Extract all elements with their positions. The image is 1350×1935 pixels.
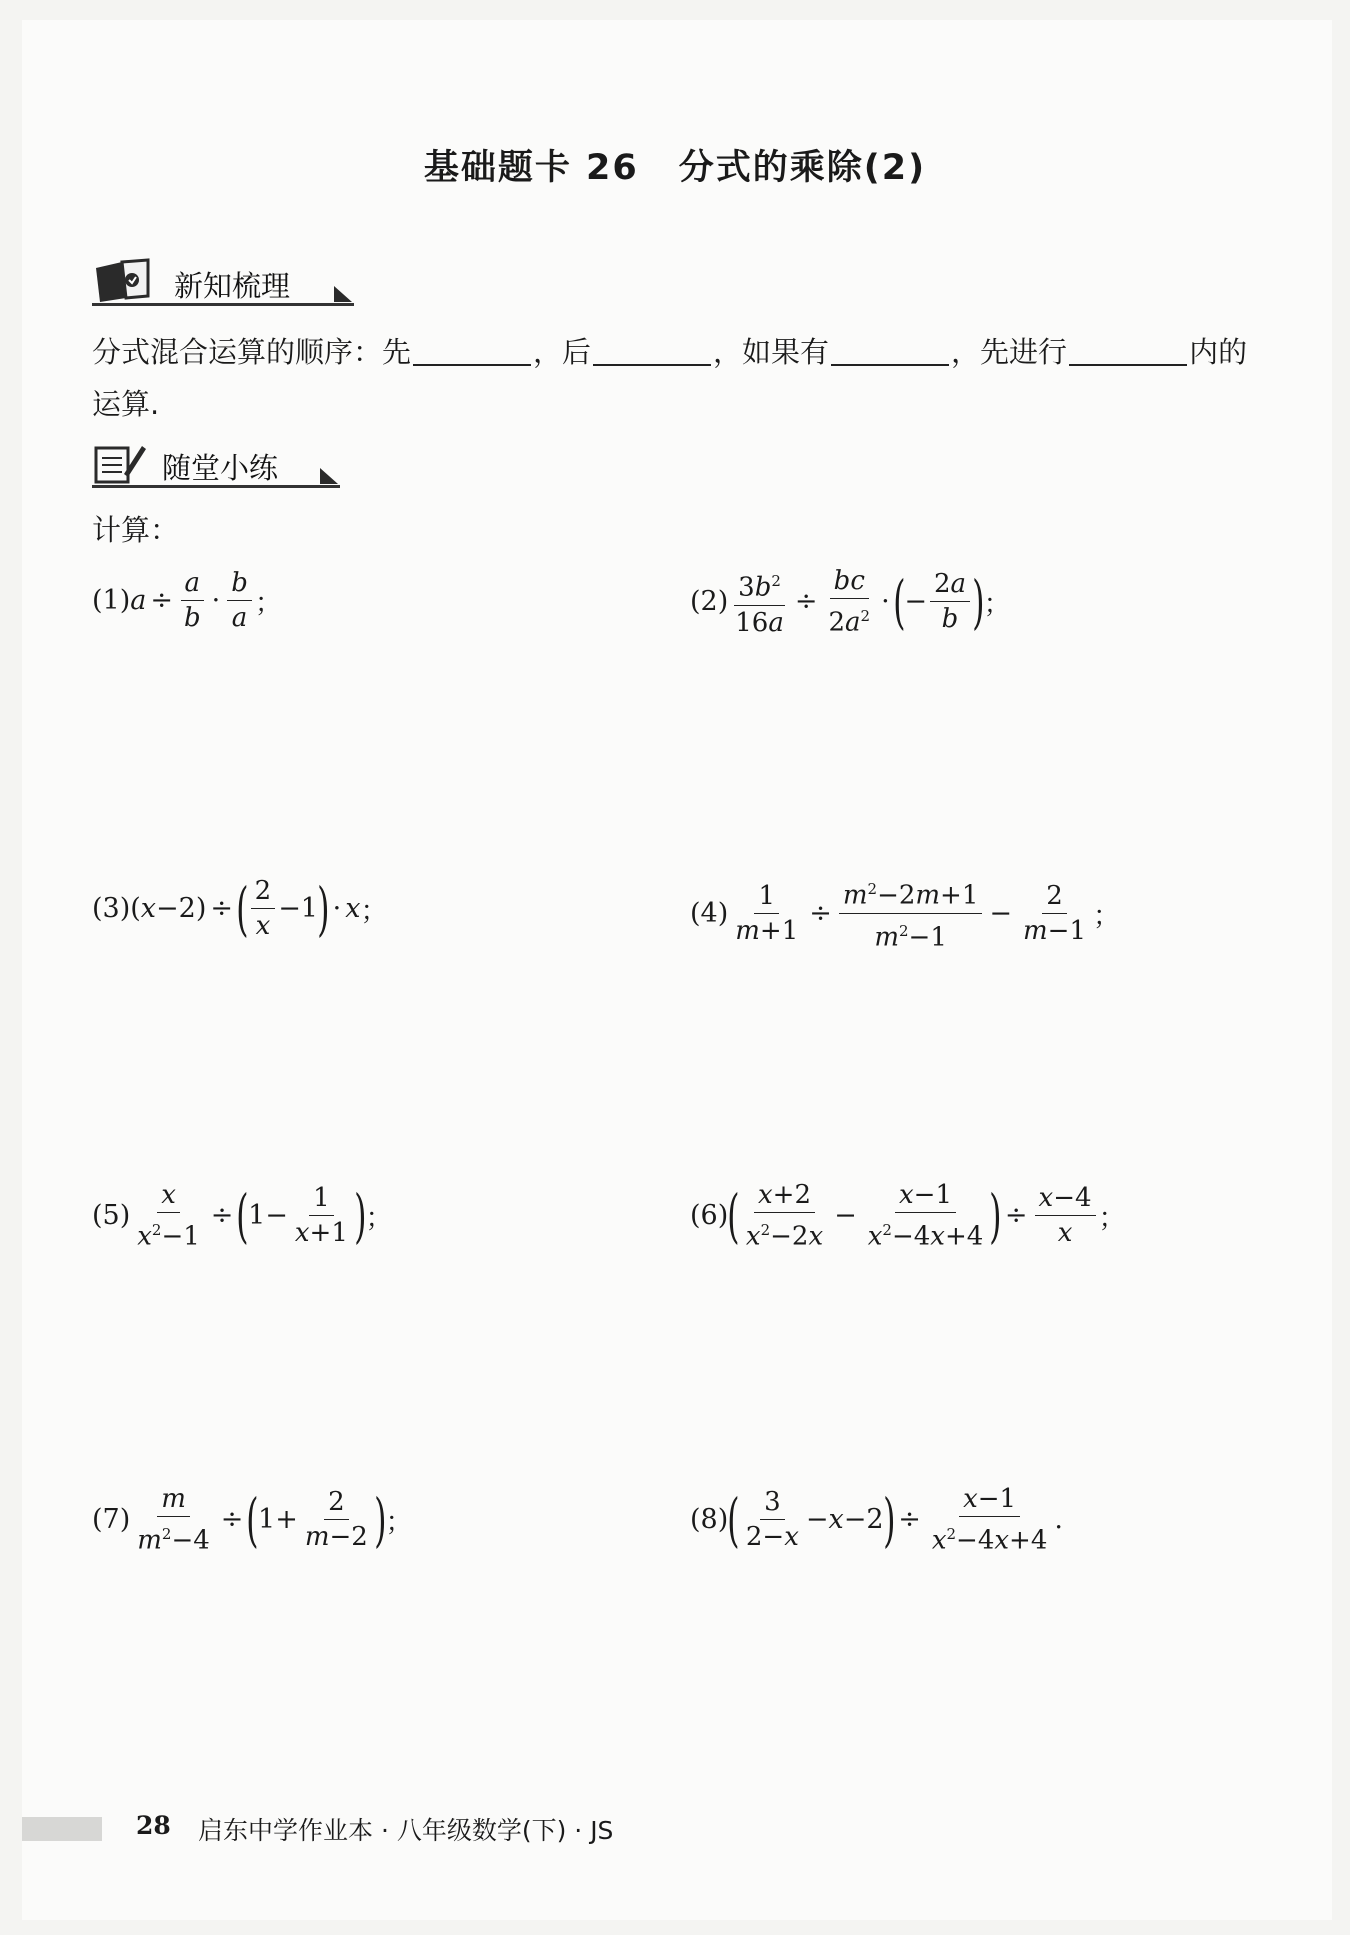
problem-number: (2) xyxy=(690,586,729,618)
problem-number: (1) xyxy=(92,585,131,616)
text-segment: ，先进行 xyxy=(951,335,1068,369)
title-topic: 分式的乘除(2) xyxy=(678,148,927,188)
fill-blank-4[interactable] xyxy=(1069,334,1187,366)
problem-4: (4) $\frac{1}{m+1}$ ÷ $\frac{m^2-2m+1}{m^2-1}$ − $\frac{2}{m-1}$ ； xyxy=(690,874,1120,952)
section-header-practice xyxy=(92,440,342,490)
problem-1: (1) a ÷ $\frac{a}{b}$ · $\frac{b}{a}$ ； xyxy=(92,568,282,633)
problem-6: (6) ( $\frac{x+2}{x^2-2x}$ − $\frac{x-1}{x^2-4x+4}$ ) ÷ $\frac{x-4}{x}$ ； xyxy=(690,1180,1126,1252)
knowledge-paragraph xyxy=(92,326,1272,430)
problem-7: (7) $\frac{m}{m^2-4}$ ÷ ( 1+ $\frac{2}{m-2}$ ) ； xyxy=(92,1484,413,1556)
fill-blank-1[interactable] xyxy=(413,334,531,366)
text-segment: ，如果有 xyxy=(713,335,830,369)
section-label: 随堂小练 xyxy=(162,451,279,485)
section-underline xyxy=(92,303,354,306)
notepad-pencil-icon xyxy=(92,440,148,486)
book-icon xyxy=(92,258,154,304)
page-title xyxy=(0,140,1350,190)
problem-8: (8) ( $\frac{3}{2-x}$ −x−2 ) ÷ $\frac{x-1}{x^2-4x+4}$ . xyxy=(690,1484,1063,1556)
page-footer xyxy=(0,1807,1350,1847)
fill-blank-2[interactable] xyxy=(593,334,711,366)
title-card-number: 基础题卡 26 xyxy=(423,148,639,188)
problem-number: (4) xyxy=(690,897,729,929)
book-title: 启东中学作业本 · 八年级数学(下) · JS xyxy=(198,1816,614,1845)
problem-number: (8) xyxy=(690,1504,729,1536)
problem-5: (5) $\frac{x}{x^2-1}$ ÷ ( 1− $\frac{1}{x+1}$ ) ； xyxy=(92,1180,393,1252)
problem-2: (2) $\frac{3b^2}{16a}$ ÷ $\frac{bc}{2a^2}$ · ( − $\frac{2a}{b}$ ) ； xyxy=(690,566,1011,638)
text-segment: 分式混合运算的顺序：先 xyxy=(92,335,412,369)
problem-number: (5) xyxy=(92,1200,131,1232)
triangle-marker-icon xyxy=(334,286,352,302)
fill-blank-3[interactable] xyxy=(831,334,949,366)
text-segment: 内的 xyxy=(1189,335,1248,369)
footer-gray-bar xyxy=(22,1817,102,1841)
section-underline xyxy=(92,485,340,488)
page-number: 28 xyxy=(136,1811,171,1840)
instruction-text: 计算： xyxy=(92,513,180,547)
text-segment: ，后 xyxy=(533,335,592,369)
problem-number: (6) xyxy=(690,1200,729,1232)
triangle-marker-icon xyxy=(320,468,338,484)
problem-3: (3) (x−2) ÷ ( $\frac{2}{x}$ −1 ) · x ； xyxy=(92,874,388,943)
problem-number: (3) xyxy=(92,893,131,924)
section-header-knowledge xyxy=(92,258,356,308)
text-segment: 运算. xyxy=(92,387,160,421)
problem-number: (7) xyxy=(92,1504,131,1536)
section-label: 新知梳理 xyxy=(174,269,291,303)
